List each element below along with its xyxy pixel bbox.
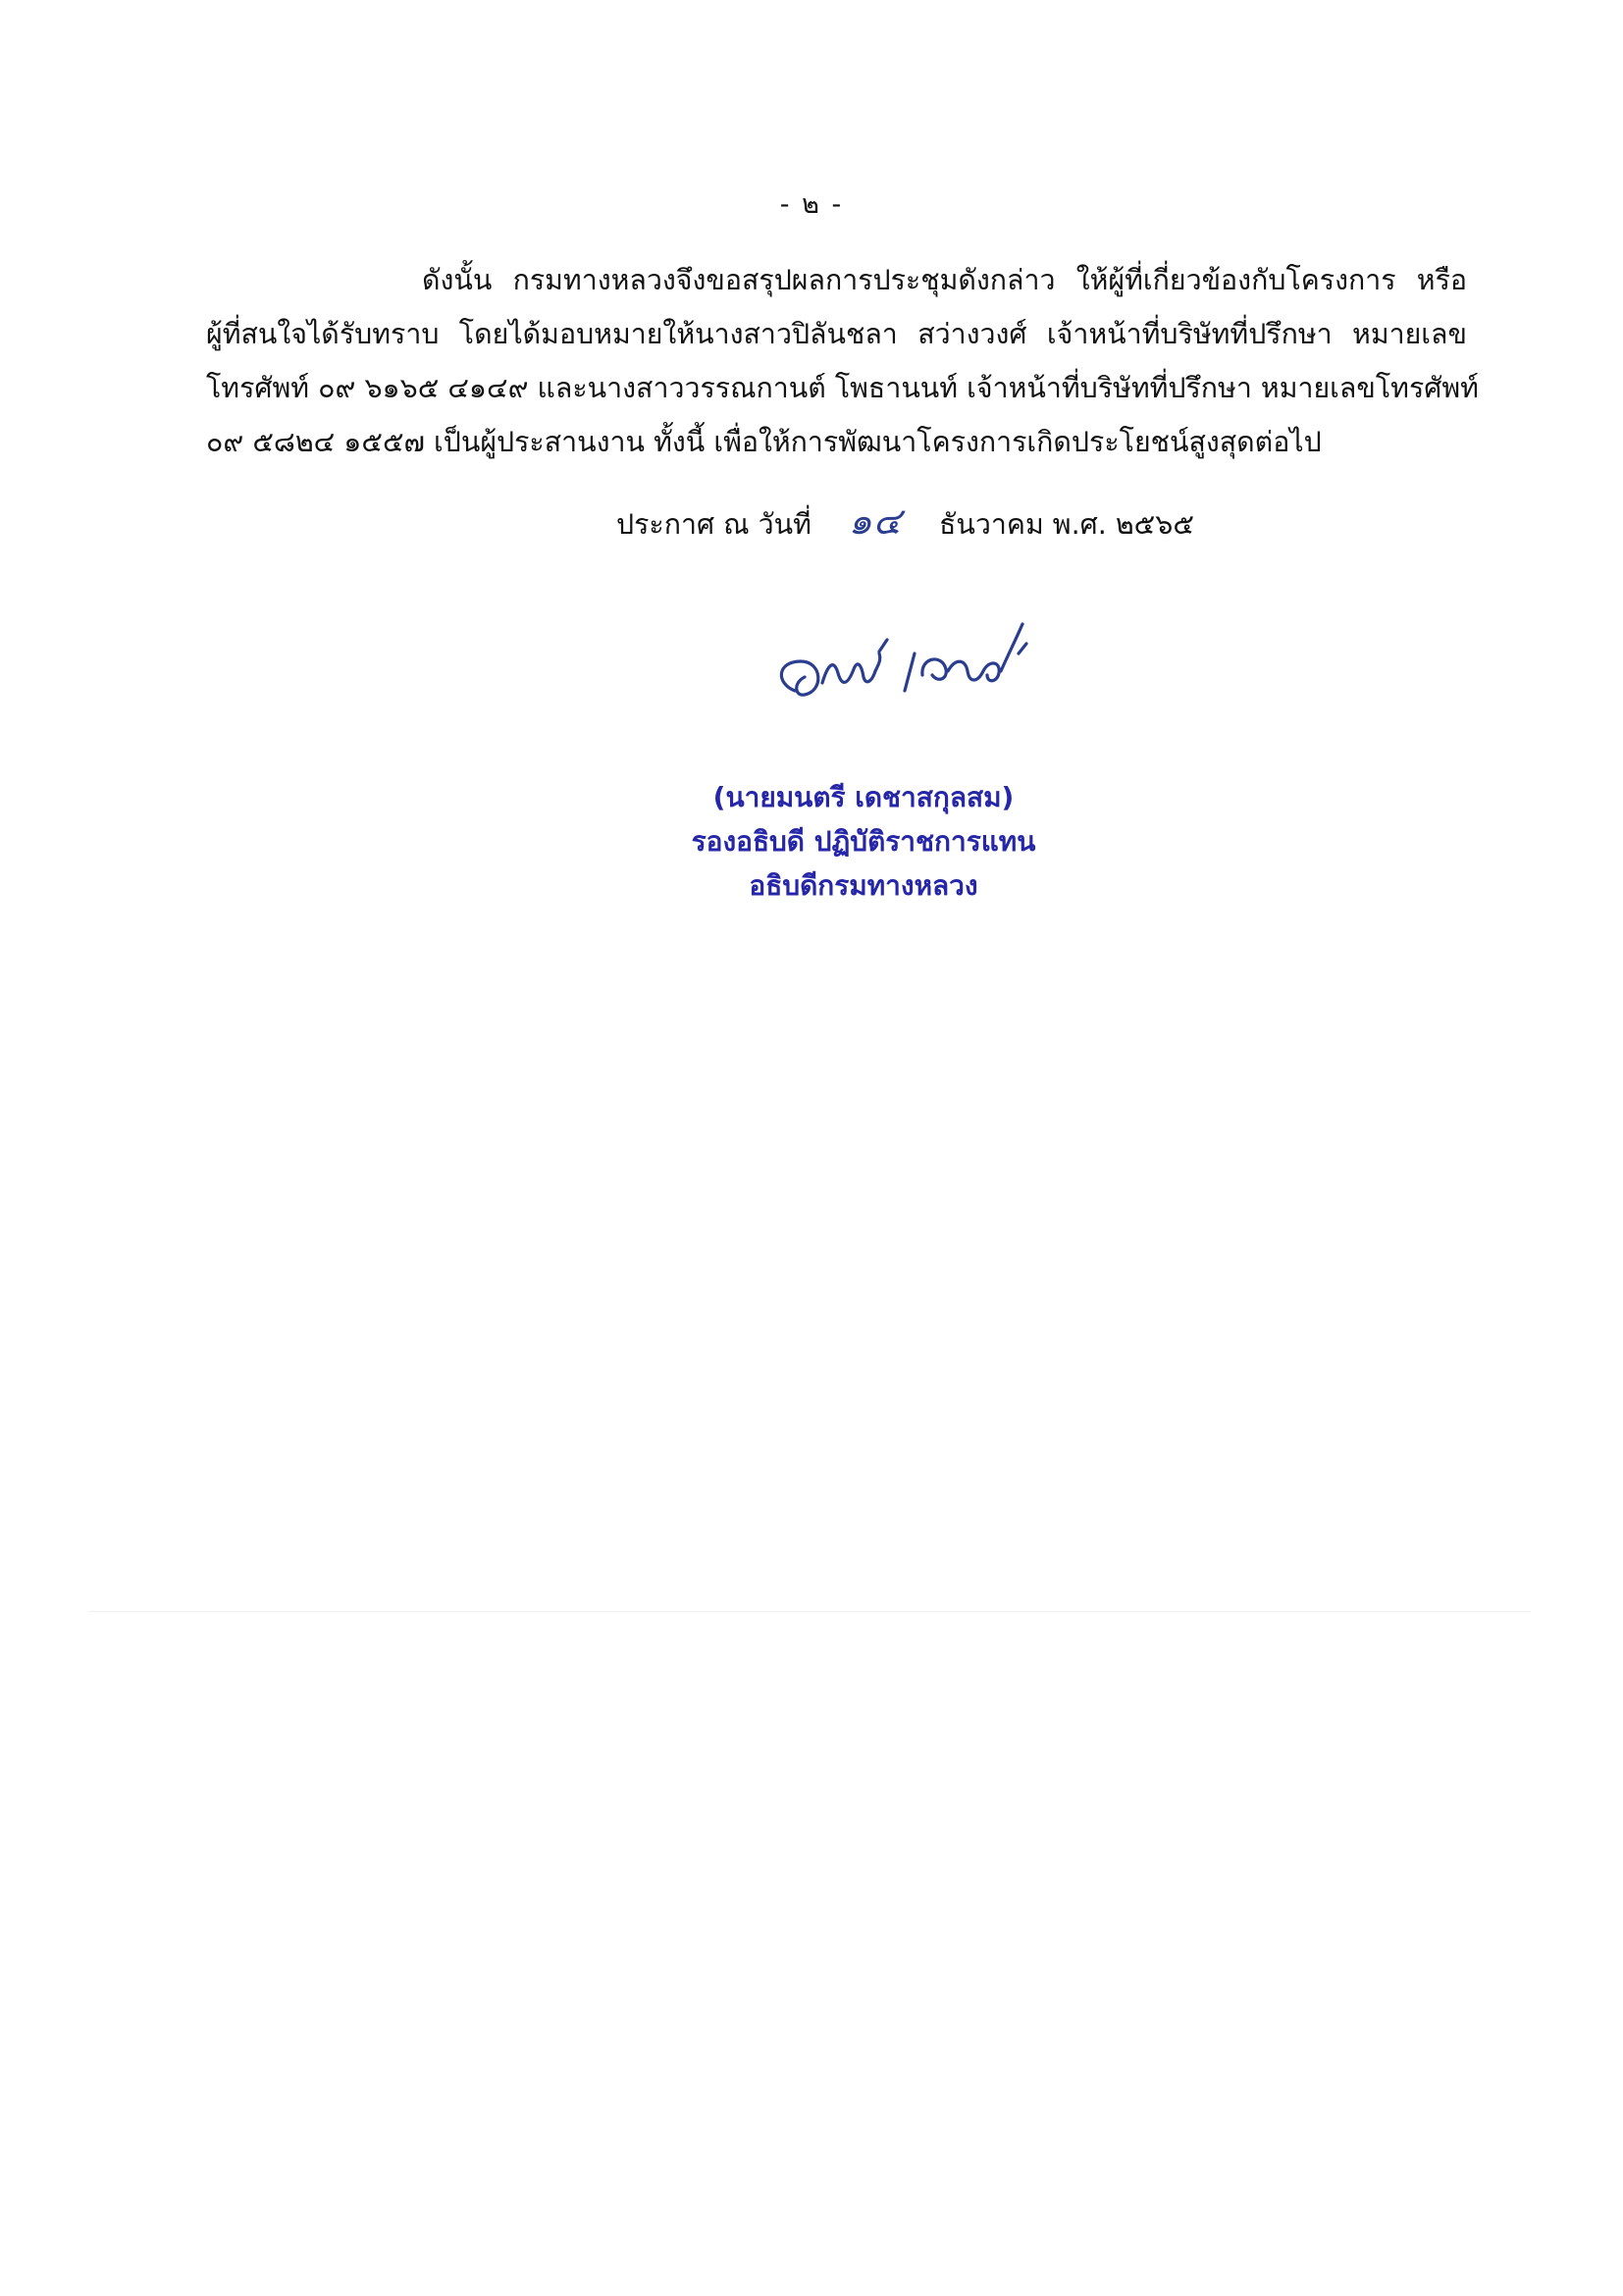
paragraph-line: ผู้ที่สนใจได้รับทราบ โดยได้มอบหมายให้นางสาวปิลันชลา สว่างวงศ์ เจ้าหน้าที่บริษัทที่ปรึกษา หมายเลข <box>206 318 1467 350</box>
signatory-position: รองอธิบดี ปฏิบัติราชการแทน <box>691 825 1036 858</box>
announcement-date <box>616 491 1194 550</box>
paragraph-line: ๐๙ ๕๘๒๔ ๑๕๕๗ เป็นผู้ประสานงาน ทั้งนี้ เพื่อให้การพัฒนาโครงการเกิดประโยชน์สูงสุดต่อไป <box>206 426 1322 458</box>
announcement-month-year: ธันวาคม พ.ศ. ๒๕๖๕ <box>939 508 1194 541</box>
signatory-department: อธิบดีกรมทางหลวง <box>749 869 978 902</box>
handwritten-signature <box>765 614 1050 732</box>
announcement-prefix: ประกาศ ณ วันที่ <box>616 508 812 541</box>
paragraph-line: ดังนั้น กรมทางหลวงจึงขอสรุปผลการประชุมดังกล่าว ให้ผู้ที่เกี่ยวข้องกับโครงการ หรือ <box>422 264 1467 296</box>
page-number: - ๒ - <box>779 189 844 220</box>
signatory-name: (นายมนตรี เดชาสกุลสม) <box>712 781 1015 813</box>
handwritten-day: ๑๔ <box>848 499 903 543</box>
scan-artifact-line <box>88 1611 1531 1612</box>
signatory-block <box>599 775 1128 908</box>
paragraph-line: โทรศัพท์ ๐๙ ๖๑๖๕ ๔๑๔๙ และนางสาววรรณกานต์ โพธานนท์ เจ้าหน้าที่บริษัทที่ปรึกษา หมายเลขโทรศัพท์ <box>206 372 1479 404</box>
body-paragraph <box>206 253 1479 469</box>
